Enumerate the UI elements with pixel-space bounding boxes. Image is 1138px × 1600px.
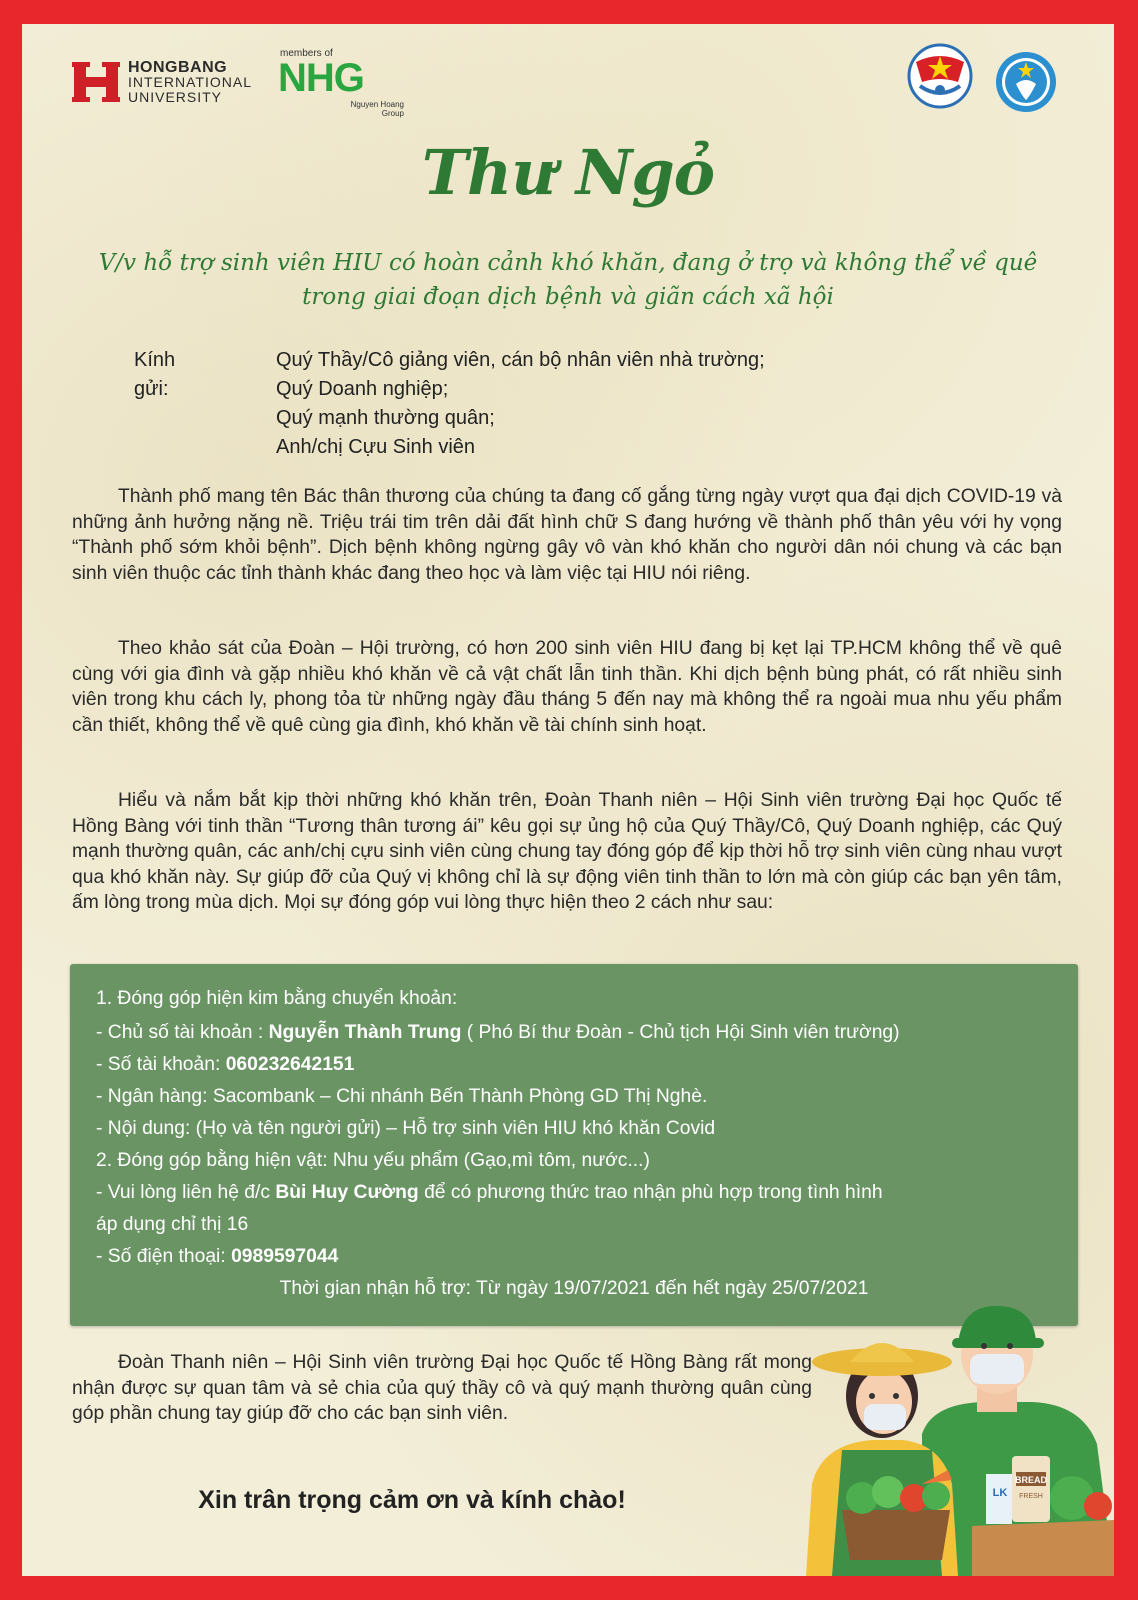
vegetable-basket-icon xyxy=(842,1470,952,1560)
hiu-h-icon xyxy=(72,58,120,106)
nhg-sub-line1: Nguyen Hoang xyxy=(350,100,404,109)
phone-line xyxy=(96,1246,338,1268)
account-owner-label: - Chủ số tài khoản : xyxy=(96,1022,269,1043)
account-owner-name: Nguyễn Thành Trung xyxy=(268,1022,462,1043)
nhg-logo xyxy=(278,48,408,118)
account-number-line xyxy=(96,1054,354,1076)
contact-suffix: để có phương thức trao nhận phù hợp trong tình hình xyxy=(418,1182,883,1203)
hiu-name-line2: INTERNATIONAL xyxy=(128,73,252,90)
thanks-line: Xin trân trọng cảm ơn và kính chào! xyxy=(198,1486,626,1514)
closing-paragraph xyxy=(72,1350,812,1427)
paragraph-text: Theo khảo sát của Đoàn – Hội trường, có hơn 200 sinh viên HIU đang bị kẹt lại TP.HCM không thể về quê cùng với gia đình và gặp nhiều khó khăn về cả vật chất lẫn tinh thần. Khi dịch bệnh bùng phát, có rất nhiều sinh viên trong khu cách ly, phong tỏa từ những ngày đầu tháng 5 đến nay mà không thể ra ngoài mua nhu yếu phẩm cần thiết, không thể về quê cùng gia đình, khó khăn về tài chính sinh hoạt. xyxy=(72,638,1062,736)
contact-prefix: - Vui lòng liên hệ đ/c xyxy=(96,1182,276,1203)
letter-paper xyxy=(22,24,1114,1576)
nhg-subtitle xyxy=(351,100,404,118)
subtitle-line1: V/v hỗ trợ sinh viên HIU có hoàn cảnh khó khăn, đang ở trọ và không thể về quê xyxy=(98,250,1038,276)
recipient-item: Quý mạnh thường quân; xyxy=(276,407,495,429)
hiu-logo xyxy=(72,58,252,106)
account-owner-role: ( Phó Bí thư Đoàn - Chủ tịch Hội Sinh viên trường) xyxy=(461,1022,900,1043)
letter-subtitle xyxy=(82,246,1054,314)
method-1-title: 1. Đóng góp hiện kim bằng chuyển khoản: xyxy=(96,988,458,1009)
recipients-label: Kính gửi: xyxy=(134,349,176,400)
bank-line: - Ngân hàng: Sacombank – Chi nhánh Bến Thành Phòng GD Thị Nghè. xyxy=(96,1086,708,1107)
recipient-item: Quý Doanh nghiệp; xyxy=(276,378,449,400)
hiu-name-line1: HONGBANG xyxy=(128,58,228,76)
body-paragraph-2 xyxy=(72,636,1062,738)
paragraph-text: Hiểu và nắm bắt kịp thời những khó khăn trên, Đoàn Thanh niên – Hội Sinh viên trường Đại học Quốc tế Hồng Bàng với tinh thần “Tương thân tương ái” kêu gọi sự ủng hộ của Quý Thầy/Cô, Quý Doanh nghiệp, các Quý mạnh thường quân, các anh/chị cựu sinh viên cùng chung tay đóng góp để kịp thời hỗ trợ sinh viên cùng nhau vượt qua khó khăn này. Sự giúp đỡ của Quý vị không chỉ là sự động viên tinh thần to lớn mà còn giúp các bạn yên tâm, ấm lòng trong mùa dịch. Mọi sự đóng góp vui lòng thực hiện theo 2 cách như sau: xyxy=(72,790,1062,913)
volunteers-illustration xyxy=(772,1284,1114,1576)
letter-title: Thư Ngỏ xyxy=(421,136,715,209)
body-paragraph-3 xyxy=(72,788,1062,916)
youth-union-emblem-icon xyxy=(906,42,974,110)
hiu-name-line3: UNIVERSITY xyxy=(128,88,223,105)
recipient-item: Anh/chị Cựu Sinh viên xyxy=(276,436,476,458)
bread-label: BREAD xyxy=(1014,1475,1048,1485)
recipient-item: Quý Thầy/Cô giảng viên, cán bộ nhân viên nhà trường; xyxy=(276,349,765,371)
phone-number: 0989597044 xyxy=(231,1246,339,1267)
milk-label: LK xyxy=(992,1487,1008,1499)
transfer-content-line: - Nội dung: (Họ và tên người gửi) – Hỗ trợ sinh viên HIU khó khăn Covid xyxy=(96,1118,716,1139)
account-number: 060232642151 xyxy=(225,1054,355,1075)
bread-sublabel: FRESH xyxy=(1019,1493,1043,1500)
student-association-emblem-icon xyxy=(994,50,1058,114)
contact-name: Bùi Huy Cường xyxy=(275,1182,419,1203)
account-number-label: - Số tài khoản: xyxy=(96,1054,226,1075)
closing-text: Đoàn Thanh niên – Hội Sinh viên trường Đại học Quốc tế Hồng Bàng rất mong nhận được sự quan tâm và sẻ chia của quý thầy cô và quý mạnh thường quân cùng góp phần chung tay giúp đỡ cho các bạn sinh viên. xyxy=(72,1352,812,1424)
nhg-members-text: members of xyxy=(280,48,333,59)
contact-line-2: áp dụng chỉ thị 16 xyxy=(96,1214,249,1235)
nhg-wordmark: NHG xyxy=(278,56,364,100)
nhg-sub-line2: Group xyxy=(381,109,404,118)
support-period: Thời gian nhận hỗ trợ: Từ ngày 19/07/2021 đến hết ngày 25/07/2021 xyxy=(279,1278,869,1299)
subtitle-line2: trong giai đoạn dịch bệnh và giãn cách xã hội xyxy=(302,284,834,310)
phone-label: - Số điện thoại: xyxy=(96,1246,232,1267)
method-2-title: 2. Đóng góp bằng hiện vật: Nhu yếu phẩm (Gạo,mì tôm, nước...) xyxy=(96,1150,650,1171)
body-paragraph-1 xyxy=(72,484,1062,586)
account-owner-line xyxy=(96,1022,900,1044)
paragraph-text: Thành phố mang tên Bác thân thương của chúng ta đang cố gắng từng ngày vượt qua đại dịch COVID-19 và những ảnh hưởng nặng nề. Triệu trái tim trên dải đất hình chữ S đang hướng về thành phố thân yêu với hy vọng “Thành phố sớm khỏi bệnh”. Dịch bệnh không ngừng gây vô vàn khó khăn cho người dân nói chung và các bạn sinh viên thuộc các tỉnh thành khác đang theo học và làm việc tại HIU nói riêng. xyxy=(72,486,1062,584)
donation-info-box xyxy=(70,964,1078,1326)
contact-line xyxy=(96,1182,883,1204)
